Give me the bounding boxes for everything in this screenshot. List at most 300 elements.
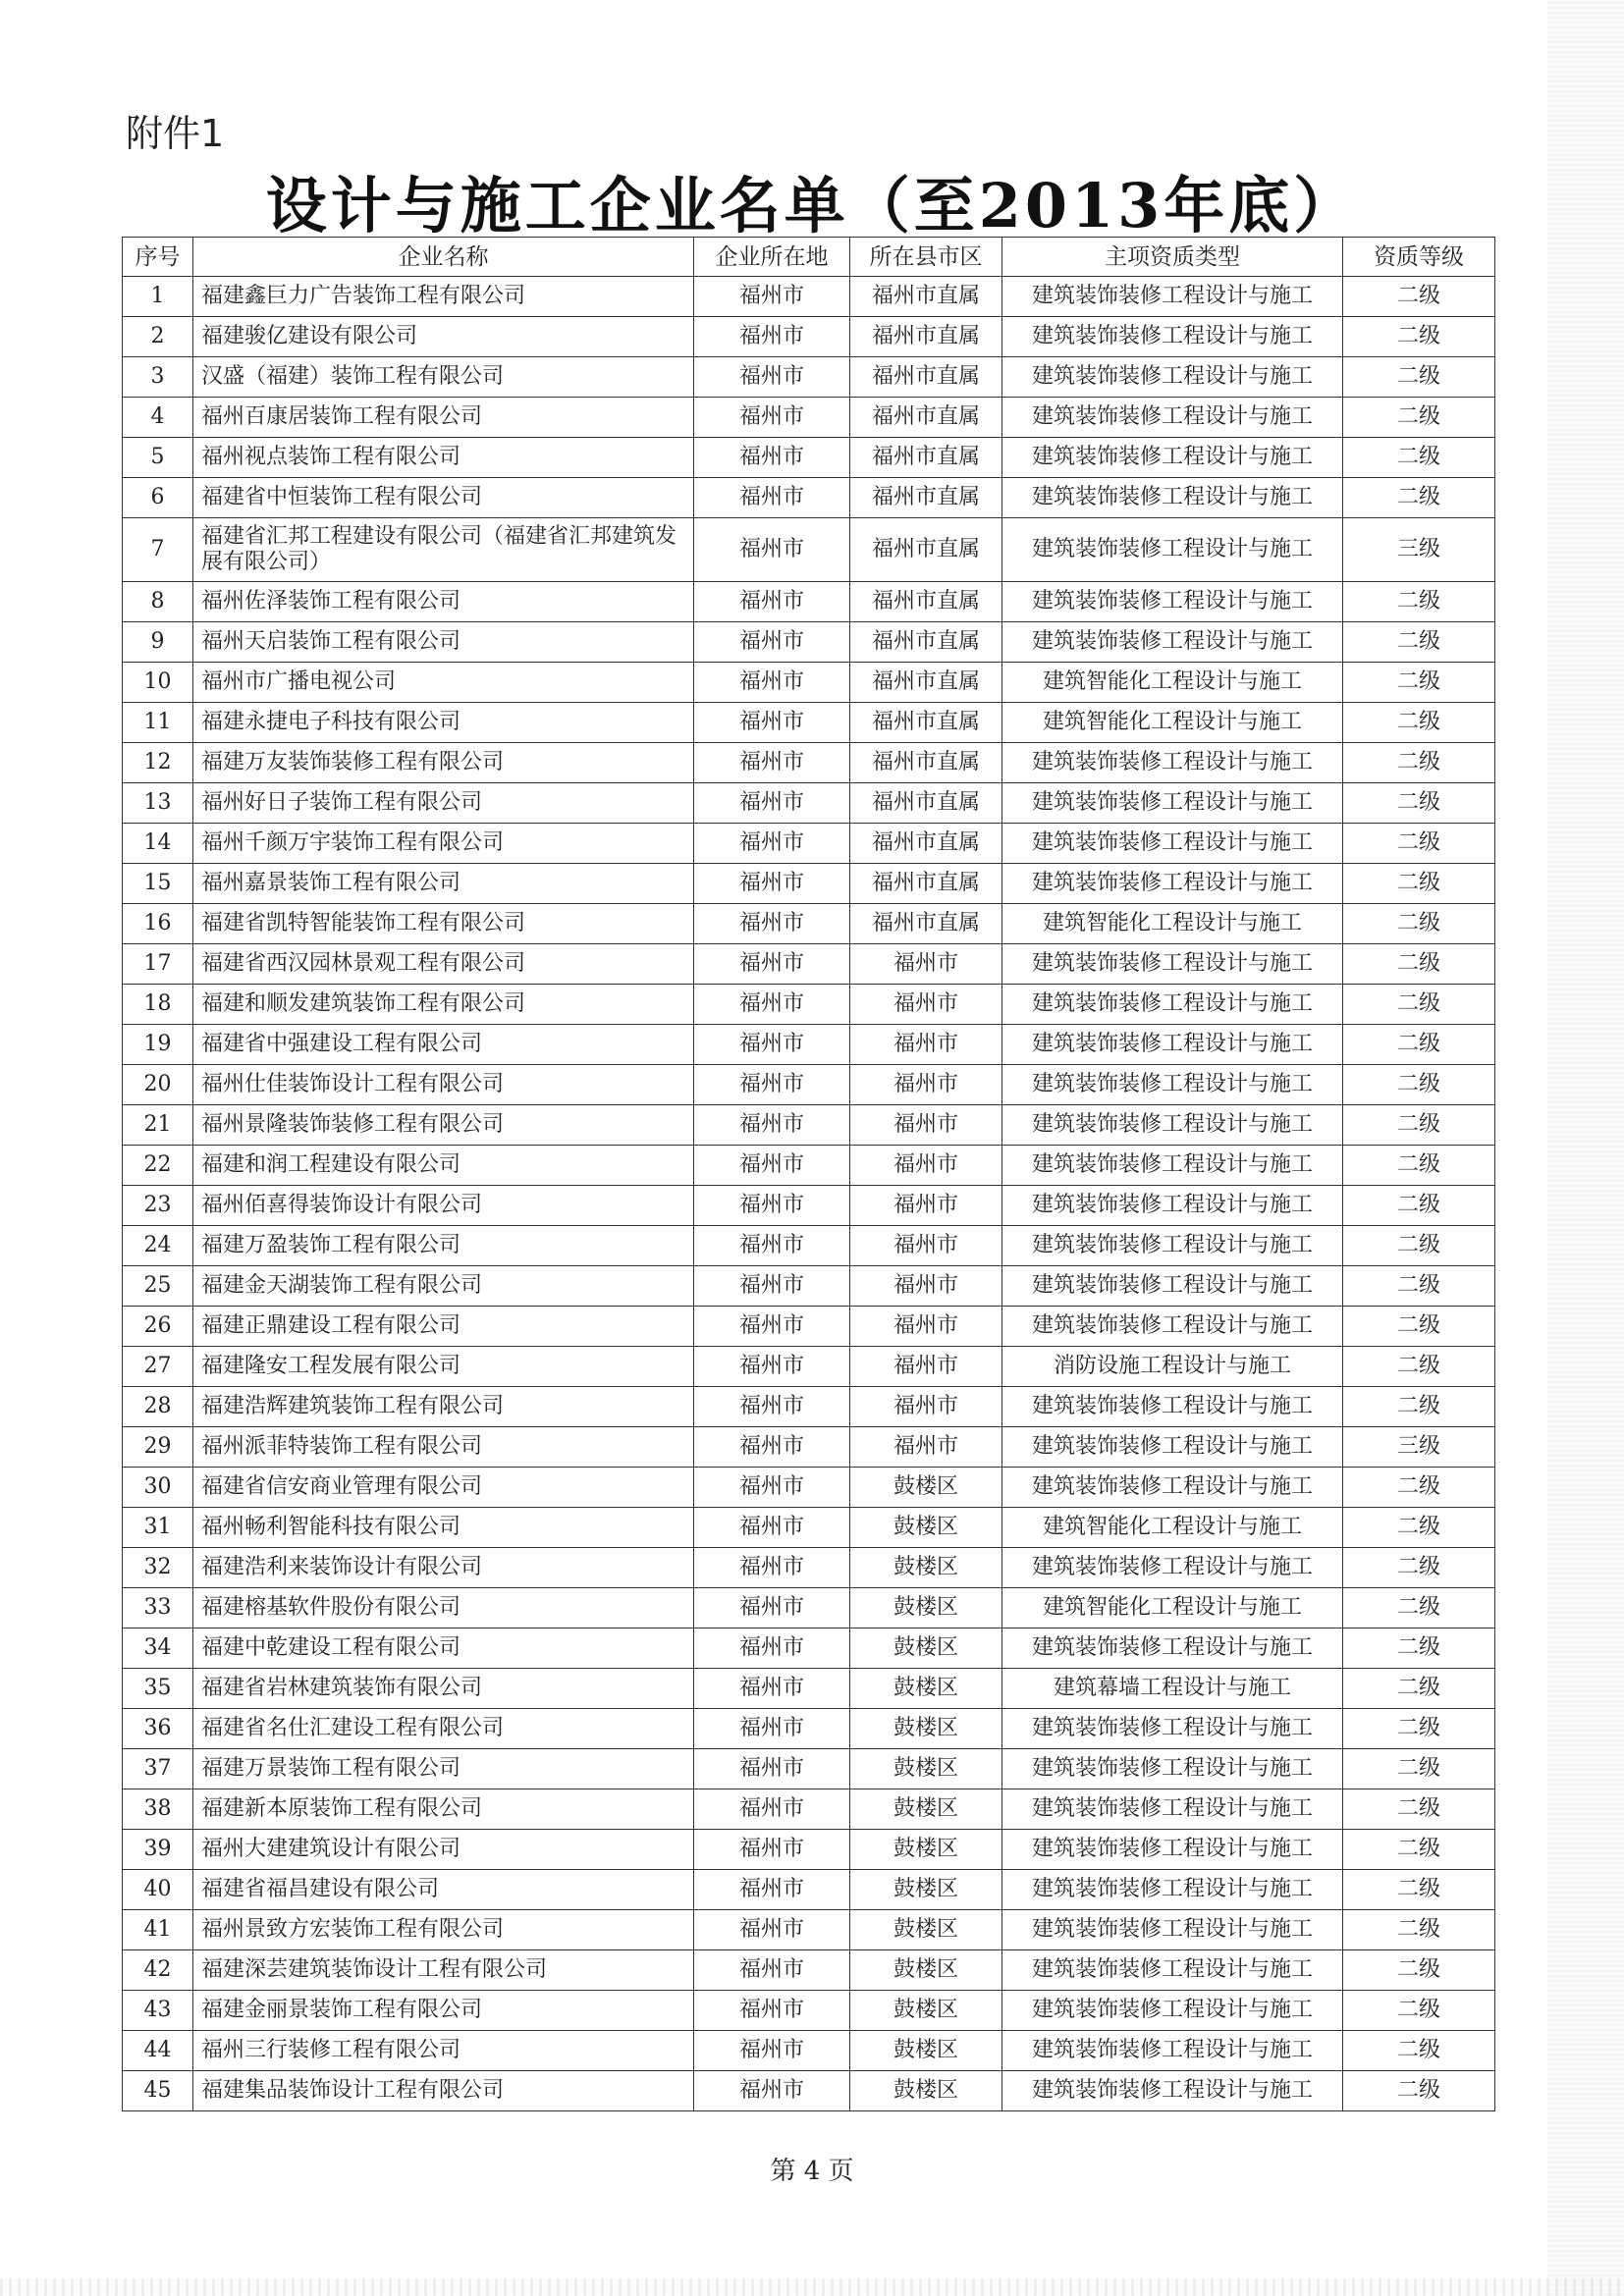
qualification-type-cell: 建筑装饰装修工程设计与施工 (1002, 398, 1343, 438)
table-row (123, 1065, 1495, 1105)
grade-cell: 二级 (1343, 1065, 1495, 1105)
grade-cell: 二级 (1343, 904, 1495, 944)
table-row (123, 1548, 1495, 1588)
grade-cell: 二级 (1343, 1387, 1495, 1427)
table-row (123, 1468, 1495, 1508)
city-cell: 福州市 (694, 864, 850, 904)
seq-cell: 24 (123, 1226, 193, 1266)
city-cell: 福州市 (694, 904, 850, 944)
grade-cell: 二级 (1343, 985, 1495, 1025)
seq-cell: 40 (123, 1870, 193, 1910)
city-cell: 福州市 (694, 703, 850, 743)
district-cell: 福州市直属 (850, 622, 1002, 663)
city-cell: 福州市 (694, 1709, 850, 1749)
grade-cell: 二级 (1343, 864, 1495, 904)
company-name-cell: 福建金天湖装饰工程有限公司 (193, 1266, 694, 1307)
city-cell: 福州市 (694, 1266, 850, 1307)
city-cell: 福州市 (694, 743, 850, 783)
city-cell: 福州市 (694, 1105, 850, 1146)
qualification-type-cell: 建筑装饰装修工程设计与施工 (1002, 1950, 1343, 1991)
city-cell: 福州市 (694, 985, 850, 1025)
qualification-type-cell: 建筑装饰装修工程设计与施工 (1002, 1266, 1343, 1307)
grade-cell: 二级 (1343, 398, 1495, 438)
grade-cell: 二级 (1343, 824, 1495, 864)
city-cell: 福州市 (694, 277, 850, 317)
district-cell: 福州市直属 (850, 357, 1002, 398)
company-name-cell: 福建万友装饰装修工程有限公司 (193, 743, 694, 783)
company-name-cell: 福州景隆装饰装修工程有限公司 (193, 1105, 694, 1146)
qualification-type-cell: 建筑装饰装修工程设计与施工 (1002, 1830, 1343, 1870)
seq-cell: 8 (123, 582, 193, 622)
company-name-cell: 福建和顺发建筑装饰工程有限公司 (193, 985, 694, 1025)
table-row (123, 1629, 1495, 1669)
table-row (123, 1709, 1495, 1749)
city-cell: 福州市 (694, 1830, 850, 1870)
seq-cell: 11 (123, 703, 193, 743)
grade-cell: 二级 (1343, 317, 1495, 357)
district-cell: 福州市 (850, 1347, 1002, 1387)
company-name-cell: 福建省中强建设工程有限公司 (193, 1025, 694, 1065)
grade-cell: 二级 (1343, 743, 1495, 783)
company-name-cell: 福州景致方宏装饰工程有限公司 (193, 1910, 694, 1950)
seq-cell: 44 (123, 2031, 193, 2071)
qualification-type-cell: 建筑智能化工程设计与施工 (1002, 703, 1343, 743)
company-name-cell: 福建金丽景装饰工程有限公司 (193, 1991, 694, 2031)
city-cell: 福州市 (694, 1025, 850, 1065)
header-col-city: 企业所在地 (694, 238, 850, 277)
table-row (123, 1749, 1495, 1789)
city-cell: 福州市 (694, 1588, 850, 1629)
grade-cell: 二级 (1343, 1025, 1495, 1065)
company-name-cell: 福建榕基软件股份有限公司 (193, 1588, 694, 1629)
table-row (123, 277, 1495, 317)
city-cell: 福州市 (694, 1387, 850, 1427)
page-prefix: 第 (770, 2157, 796, 2186)
city-cell: 福州市 (694, 1950, 850, 1991)
company-name-cell: 福州派菲特装饰工程有限公司 (193, 1427, 694, 1468)
seq-cell: 10 (123, 663, 193, 703)
city-cell: 福州市 (694, 1910, 850, 1950)
city-cell: 福州市 (694, 1789, 850, 1830)
company-name-cell: 福建省信安商业管理有限公司 (193, 1468, 694, 1508)
company-name-cell: 福州市广播电视公司 (193, 663, 694, 703)
seq-cell: 42 (123, 1950, 193, 1991)
city-cell: 福州市 (694, 944, 850, 985)
table-row (123, 582, 1495, 622)
seq-cell: 29 (123, 1427, 193, 1468)
seq-cell: 30 (123, 1468, 193, 1508)
page-number: 4 (803, 2157, 821, 2186)
qualification-type-cell: 建筑装饰装修工程设计与施工 (1002, 1307, 1343, 1347)
company-name-cell: 福州佰喜得装饰设计有限公司 (193, 1186, 694, 1226)
city-cell: 福州市 (694, 1870, 850, 1910)
district-cell: 鼓楼区 (850, 1709, 1002, 1749)
company-name-cell: 福建浩辉建筑装饰工程有限公司 (193, 1387, 694, 1427)
qualification-type-cell: 建筑装饰装修工程设计与施工 (1002, 277, 1343, 317)
grade-cell: 二级 (1343, 703, 1495, 743)
city-cell: 福州市 (694, 663, 850, 703)
seq-cell: 13 (123, 783, 193, 824)
city-cell: 福州市 (694, 1226, 850, 1266)
district-cell: 福州市 (850, 1105, 1002, 1146)
table-row (123, 317, 1495, 357)
grade-cell: 二级 (1343, 2071, 1495, 2111)
grade-cell: 二级 (1343, 1950, 1495, 1991)
table-row (123, 1387, 1495, 1427)
seq-cell: 23 (123, 1186, 193, 1226)
grade-cell: 二级 (1343, 1749, 1495, 1789)
city-cell: 福州市 (694, 1146, 850, 1186)
city-cell: 福州市 (694, 1991, 850, 2031)
district-cell: 福州市 (850, 1025, 1002, 1065)
header-col-seq: 序号 (123, 238, 193, 277)
grade-cell: 二级 (1343, 357, 1495, 398)
district-cell: 鼓楼区 (850, 1789, 1002, 1830)
seq-cell: 21 (123, 1105, 193, 1146)
company-name-cell: 福建新本原装饰工程有限公司 (193, 1789, 694, 1830)
seq-cell: 5 (123, 438, 193, 478)
grade-cell: 三级 (1343, 1427, 1495, 1468)
seq-cell: 33 (123, 1588, 193, 1629)
seq-cell: 20 (123, 1065, 193, 1105)
seq-cell: 7 (123, 518, 193, 582)
seq-cell: 43 (123, 1991, 193, 2031)
table-row (123, 1025, 1495, 1065)
table-row (123, 703, 1495, 743)
district-cell: 福州市 (850, 985, 1002, 1025)
city-cell: 福州市 (694, 438, 850, 478)
table-row (123, 944, 1495, 985)
seq-cell: 12 (123, 743, 193, 783)
seq-cell: 36 (123, 1709, 193, 1749)
qualification-type-cell: 建筑智能化工程设计与施工 (1002, 904, 1343, 944)
table-row (123, 1789, 1495, 1830)
company-name-cell: 福州嘉景装饰工程有限公司 (193, 864, 694, 904)
header-col-grade: 资质等级 (1343, 238, 1495, 277)
company-name-cell: 福建万盈装饰工程有限公司 (193, 1226, 694, 1266)
table-row (123, 864, 1495, 904)
qualification-type-cell: 建筑装饰装修工程设计与施工 (1002, 1226, 1343, 1266)
qualification-type-cell: 建筑装饰装修工程设计与施工 (1002, 1025, 1343, 1065)
company-name-cell: 福州三行装修工程有限公司 (193, 2031, 694, 2071)
qualification-type-cell: 建筑装饰装修工程设计与施工 (1002, 824, 1343, 864)
table-row (123, 1266, 1495, 1307)
seq-cell: 6 (123, 478, 193, 518)
company-name-cell: 福建永捷电子科技有限公司 (193, 703, 694, 743)
company-name-cell: 福建万景装饰工程有限公司 (193, 1749, 694, 1789)
grade-cell: 二级 (1343, 1789, 1495, 1830)
qualification-type-cell: 建筑装饰装修工程设计与施工 (1002, 1991, 1343, 2031)
district-cell: 福州市直属 (850, 277, 1002, 317)
company-name-cell: 福建中乾建设工程有限公司 (193, 1629, 694, 1669)
grade-cell: 三级 (1343, 518, 1495, 582)
seq-cell: 28 (123, 1387, 193, 1427)
city-cell: 福州市 (694, 1468, 850, 1508)
table-row (123, 2071, 1495, 2111)
qualification-type-cell: 建筑装饰装修工程设计与施工 (1002, 1186, 1343, 1226)
district-cell: 鼓楼区 (850, 1548, 1002, 1588)
qualification-type-cell: 建筑装饰装修工程设计与施工 (1002, 743, 1343, 783)
seq-cell: 3 (123, 357, 193, 398)
seq-cell: 32 (123, 1548, 193, 1588)
company-name-cell: 福建鑫巨力广告装饰工程有限公司 (193, 277, 694, 317)
grade-cell: 二级 (1343, 1508, 1495, 1548)
company-name-cell: 福建隆安工程发展有限公司 (193, 1347, 694, 1387)
grade-cell: 二级 (1343, 582, 1495, 622)
qualification-type-cell: 建筑装饰装修工程设计与施工 (1002, 2031, 1343, 2071)
table-row (123, 1347, 1495, 1387)
city-cell: 福州市 (694, 478, 850, 518)
qualification-type-cell: 建筑装饰装修工程设计与施工 (1002, 518, 1343, 582)
grade-cell: 二级 (1343, 438, 1495, 478)
district-cell: 福州市直属 (850, 904, 1002, 944)
grade-cell: 二级 (1343, 1991, 1495, 2031)
qualification-type-cell: 建筑装饰装修工程设计与施工 (1002, 317, 1343, 357)
qualification-type-cell: 建筑装饰装修工程设计与施工 (1002, 582, 1343, 622)
seq-cell: 19 (123, 1025, 193, 1065)
qualification-type-cell: 建筑装饰装修工程设计与施工 (1002, 1105, 1343, 1146)
grade-cell: 二级 (1343, 1146, 1495, 1186)
grade-cell: 二级 (1343, 622, 1495, 663)
district-cell: 鼓楼区 (850, 2031, 1002, 2071)
table-row (123, 357, 1495, 398)
qualification-type-cell: 建筑装饰装修工程设计与施工 (1002, 1387, 1343, 1427)
table-row (123, 622, 1495, 663)
table-row (123, 398, 1495, 438)
company-name-cell: 福州好日子装饰工程有限公司 (193, 783, 694, 824)
district-cell: 鼓楼区 (850, 1950, 1002, 1991)
company-name-cell: 福建省福昌建设有限公司 (193, 1870, 694, 1910)
district-cell: 福州市 (850, 944, 1002, 985)
table-row (123, 1146, 1495, 1186)
company-name-cell: 福州畅利智能科技有限公司 (193, 1508, 694, 1548)
grade-cell: 二级 (1343, 1910, 1495, 1950)
district-cell: 福州市直属 (850, 824, 1002, 864)
qualification-type-cell: 建筑装饰装修工程设计与施工 (1002, 1468, 1343, 1508)
qualification-type-cell: 建筑装饰装修工程设计与施工 (1002, 357, 1343, 398)
grade-cell: 二级 (1343, 944, 1495, 985)
district-cell: 福州市直属 (850, 703, 1002, 743)
company-name-cell: 福州仕佳装饰设计工程有限公司 (193, 1065, 694, 1105)
page-footer (0, 2151, 1624, 2187)
seq-cell: 31 (123, 1508, 193, 1548)
city-cell: 福州市 (694, 1347, 850, 1387)
seq-cell: 39 (123, 1830, 193, 1870)
grade-cell: 二级 (1343, 1629, 1495, 1669)
city-cell: 福州市 (694, 518, 850, 582)
grade-cell: 二级 (1343, 2031, 1495, 2071)
company-name-cell: 福建省岩林建筑装饰有限公司 (193, 1669, 694, 1709)
table-row (123, 824, 1495, 864)
district-cell: 鼓楼区 (850, 1991, 1002, 2031)
header-col-company-name: 企业名称 (193, 238, 694, 277)
table-row (123, 1991, 1495, 2031)
seq-cell: 2 (123, 317, 193, 357)
city-cell: 福州市 (694, 824, 850, 864)
city-cell: 福州市 (694, 1065, 850, 1105)
district-cell: 福州市直属 (850, 783, 1002, 824)
grade-cell: 二级 (1343, 1870, 1495, 1910)
seq-cell: 41 (123, 1910, 193, 1950)
qualification-type-cell: 建筑装饰装修工程设计与施工 (1002, 1548, 1343, 1588)
grade-cell: 二级 (1343, 1709, 1495, 1749)
grade-cell: 二级 (1343, 1588, 1495, 1629)
city-cell: 福州市 (694, 2031, 850, 2071)
company-name-cell: 福建骏亿建设有限公司 (193, 317, 694, 357)
seq-cell: 15 (123, 864, 193, 904)
city-cell: 福州市 (694, 1629, 850, 1669)
table-row (123, 743, 1495, 783)
district-cell: 鼓楼区 (850, 1508, 1002, 1548)
company-name-cell: 福建浩利来装饰设计有限公司 (193, 1548, 694, 1588)
district-cell: 福州市 (850, 1226, 1002, 1266)
table-row (123, 783, 1495, 824)
grade-cell: 二级 (1343, 478, 1495, 518)
grade-cell: 二级 (1343, 1669, 1495, 1709)
district-cell: 鼓楼区 (850, 1749, 1002, 1789)
district-cell: 鼓楼区 (850, 1870, 1002, 1910)
city-cell: 福州市 (694, 1749, 850, 1789)
table-row (123, 663, 1495, 703)
company-name-cell: 汉盛（福建）装饰工程有限公司 (193, 357, 694, 398)
table-row (123, 438, 1495, 478)
grade-cell: 二级 (1343, 1830, 1495, 1870)
city-cell: 福州市 (694, 1186, 850, 1226)
seq-cell: 25 (123, 1266, 193, 1307)
qualification-type-cell: 建筑装饰装修工程设计与施工 (1002, 1629, 1343, 1669)
scan-noise-bottom (0, 2278, 1624, 2296)
city-cell: 福州市 (694, 582, 850, 622)
city-cell: 福州市 (694, 1427, 850, 1468)
city-cell: 福州市 (694, 1508, 850, 1548)
qualification-type-cell: 建筑装饰装修工程设计与施工 (1002, 438, 1343, 478)
seq-cell: 26 (123, 1307, 193, 1347)
table-row (123, 1186, 1495, 1226)
district-cell: 福州市直属 (850, 663, 1002, 703)
seq-cell: 37 (123, 1749, 193, 1789)
table-row (123, 1105, 1495, 1146)
qualification-type-cell: 消防设施工程设计与施工 (1002, 1347, 1343, 1387)
district-cell: 福州市直属 (850, 478, 1002, 518)
qualification-type-cell: 建筑智能化工程设计与施工 (1002, 1508, 1343, 1548)
table-row (123, 1950, 1495, 1991)
qualification-type-cell: 建筑装饰装修工程设计与施工 (1002, 1065, 1343, 1105)
table-row (123, 1508, 1495, 1548)
qualification-type-cell: 建筑幕墙工程设计与施工 (1002, 1669, 1343, 1709)
attachment-label: 附件1 (126, 112, 225, 155)
district-cell: 福州市直属 (850, 518, 1002, 582)
district-cell: 福州市直属 (850, 864, 1002, 904)
qualification-type-cell: 建筑装饰装修工程设计与施工 (1002, 1789, 1343, 1830)
table-row (123, 2031, 1495, 2071)
district-cell: 福州市 (850, 1065, 1002, 1105)
qualification-type-cell: 建筑装饰装修工程设计与施工 (1002, 478, 1343, 518)
qualification-type-cell: 建筑装饰装修工程设计与施工 (1002, 1749, 1343, 1789)
qualification-type-cell: 建筑装饰装修工程设计与施工 (1002, 1709, 1343, 1749)
table-row (123, 1870, 1495, 1910)
page-suffix: 页 (828, 2157, 854, 2186)
seq-cell: 22 (123, 1146, 193, 1186)
table-body (123, 277, 1495, 2111)
grade-cell: 二级 (1343, 277, 1495, 317)
grade-cell: 二级 (1343, 1266, 1495, 1307)
company-name-cell: 福建省西汉园林景观工程有限公司 (193, 944, 694, 985)
city-cell: 福州市 (694, 1307, 850, 1347)
qualification-type-cell: 建筑装饰装修工程设计与施工 (1002, 1146, 1343, 1186)
city-cell: 福州市 (694, 2071, 850, 2111)
district-cell: 鼓楼区 (850, 2071, 1002, 2111)
city-cell: 福州市 (694, 398, 850, 438)
district-cell: 福州市直属 (850, 582, 1002, 622)
grade-cell: 二级 (1343, 783, 1495, 824)
table-row (123, 1669, 1495, 1709)
company-name-cell: 福建和润工程建设有限公司 (193, 1146, 694, 1186)
grade-cell: 二级 (1343, 1226, 1495, 1266)
qualification-type-cell: 建筑装饰装修工程设计与施工 (1002, 1427, 1343, 1468)
table-row (123, 904, 1495, 944)
seq-cell: 17 (123, 944, 193, 985)
header-row (123, 238, 1495, 277)
district-cell: 福州市 (850, 1266, 1002, 1307)
district-cell: 鼓楼区 (850, 1588, 1002, 1629)
seq-cell: 38 (123, 1789, 193, 1830)
qualification-type-cell: 建筑智能化工程设计与施工 (1002, 1588, 1343, 1629)
grade-cell: 二级 (1343, 1548, 1495, 1588)
qualification-type-cell: 建筑装饰装修工程设计与施工 (1002, 944, 1343, 985)
scan-noise-edge (1547, 0, 1624, 2296)
city-cell: 福州市 (694, 317, 850, 357)
table-row (123, 518, 1495, 582)
table-row (123, 1307, 1495, 1347)
district-cell: 福州市直属 (850, 317, 1002, 357)
seq-cell: 14 (123, 824, 193, 864)
table-row (123, 1588, 1495, 1629)
company-name-cell: 福建深芸建筑装饰设计工程有限公司 (193, 1950, 694, 1991)
header-col-district: 所在县市区 (850, 238, 1002, 277)
qualification-type-cell: 建筑智能化工程设计与施工 (1002, 663, 1343, 703)
grade-cell: 二级 (1343, 1347, 1495, 1387)
seq-cell: 45 (123, 2071, 193, 2111)
header-col-qualification-type: 主项资质类型 (1002, 238, 1343, 277)
company-name-cell: 福建省名仕汇建设工程有限公司 (193, 1709, 694, 1749)
district-cell: 福州市 (850, 1186, 1002, 1226)
district-cell: 鼓楼区 (850, 1629, 1002, 1669)
qualification-type-cell: 建筑装饰装修工程设计与施工 (1002, 1910, 1343, 1950)
table-row (123, 478, 1495, 518)
city-cell: 福州市 (694, 622, 850, 663)
company-name-cell: 福州大建建筑设计有限公司 (193, 1830, 694, 1870)
company-name-cell: 福州视点装饰工程有限公司 (193, 438, 694, 478)
company-name-cell: 福建集品装饰设计工程有限公司 (193, 2071, 694, 2111)
grade-cell: 二级 (1343, 1105, 1495, 1146)
city-cell: 福州市 (694, 1548, 850, 1588)
company-name-cell: 福建省中恒装饰工程有限公司 (193, 478, 694, 518)
seq-cell: 18 (123, 985, 193, 1025)
district-cell: 福州市直属 (850, 743, 1002, 783)
seq-cell: 27 (123, 1347, 193, 1387)
grade-cell: 二级 (1343, 1468, 1495, 1508)
qualification-type-cell: 建筑装饰装修工程设计与施工 (1002, 2071, 1343, 2111)
district-cell: 福州市直属 (850, 398, 1002, 438)
seq-cell: 35 (123, 1669, 193, 1709)
city-cell: 福州市 (694, 783, 850, 824)
table-row (123, 1910, 1495, 1950)
page-title: 设计与施工企业名单（至2013年底） (265, 170, 1359, 241)
grade-cell: 二级 (1343, 1307, 1495, 1347)
qualification-type-cell: 建筑装饰装修工程设计与施工 (1002, 864, 1343, 904)
table-row (123, 1226, 1495, 1266)
company-name-cell: 福建省凯特智能装饰工程有限公司 (193, 904, 694, 944)
